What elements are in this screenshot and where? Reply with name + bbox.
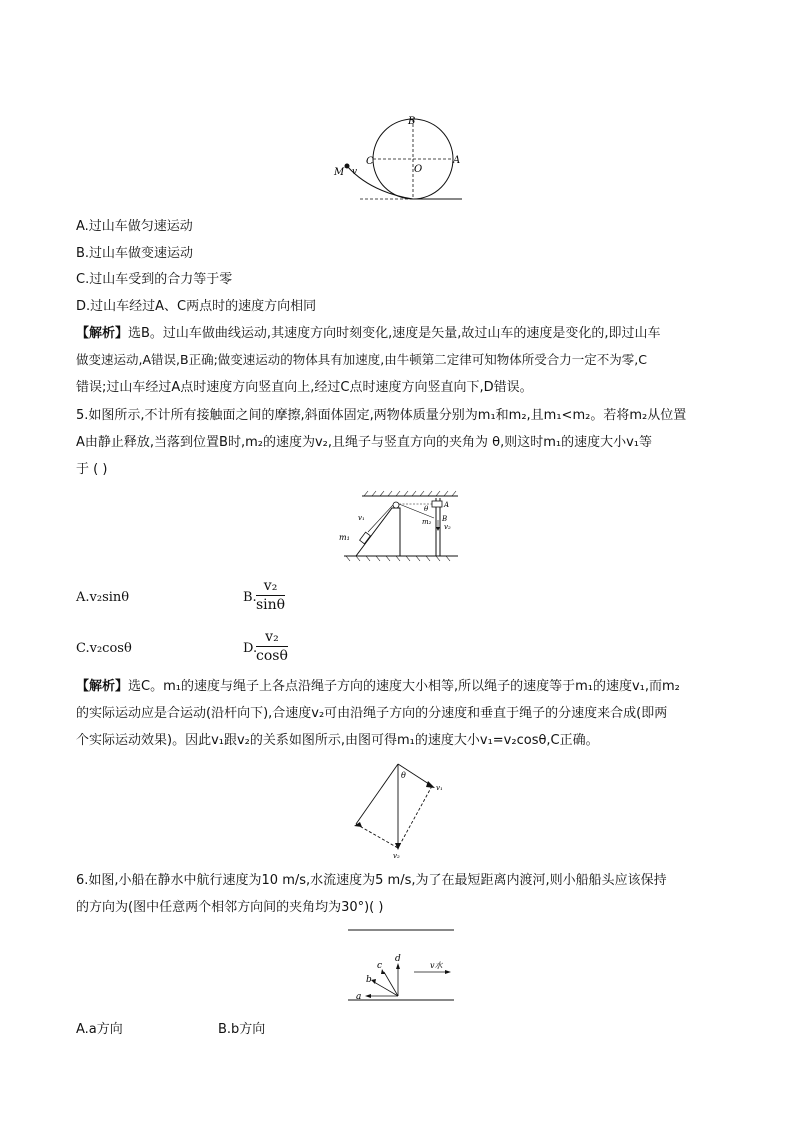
fraction-numerator: v₂ xyxy=(256,629,288,647)
q6-option-a: A.a方向 xyxy=(76,1022,123,1037)
fraction-denominator: sinθ xyxy=(256,597,286,613)
q5-analysis-line-1 xyxy=(76,677,680,697)
label-v2: v₂ xyxy=(393,852,400,860)
q6-stem-line-1: 6.如图,小船在静水中航行速度为10 m/s,水流速度为5 m/s,为了在最短距离内渡河,则小船船头应该保持 xyxy=(76,873,667,888)
label-v1: v₁ xyxy=(436,784,443,792)
q5-option-d: D. xyxy=(243,641,258,656)
q5-option-b-fraction xyxy=(256,578,285,614)
q5-option-c: C.v₂cosθ xyxy=(76,641,132,656)
label-v-water: v水 xyxy=(430,961,443,970)
label-v1: v₁ xyxy=(358,514,365,522)
q5-stem-line-3: 于 ( ) xyxy=(76,462,108,477)
q6-stem-line-2: 的方向为(图中任意两个相邻方向间的夹角均为30°)( ) xyxy=(76,900,384,915)
q4-option-b: B.过山车做变速运动 xyxy=(76,246,194,261)
label-c: c xyxy=(377,961,383,971)
label-C: C xyxy=(366,156,374,167)
q4-analysis-line-3: 错误;过山车经过A点时速度方向竖直向上,经过C点时速度方向竖直向下,D错误。 xyxy=(76,380,533,395)
q4-analysis-line-1 xyxy=(76,324,660,344)
analysis-text: 选C。m₁的速度与绳子上各点沿绳子方向的速度大小相等,所以绳子的速度等于m₁的速度v₁,而m₂ xyxy=(128,679,680,694)
velocity-decomposition-figure xyxy=(346,760,450,862)
label-a: a xyxy=(356,992,362,1002)
q4-option-d: D.过山车经过A、C两点时的速度方向相同 xyxy=(76,299,317,314)
label-M: M xyxy=(334,167,345,178)
label-theta: θ xyxy=(424,505,429,513)
label-v: v xyxy=(352,167,358,177)
q4-analysis-line-2: 做变速运动,A错误,B正确;做变速运动的物体具有加速度,由牛顿第二定律可知物体所受合力一定不为零,C xyxy=(76,352,647,367)
loop-track-figure xyxy=(330,112,470,204)
label-B: B xyxy=(442,515,448,523)
label-B: B xyxy=(408,116,416,127)
label-m2: m₂ xyxy=(422,518,432,526)
label-m1: m₁ xyxy=(339,533,350,542)
q5-analysis-line-3: 个实际运动效果)。因此v₁跟v₂的关系如图所示,由图可得m₁的速度大小v₁=v₂cosθ,C正确。 xyxy=(76,733,599,748)
river-crossing-figure xyxy=(344,926,458,1004)
analysis-tag: 【解析】 xyxy=(76,679,129,694)
label-theta: θ xyxy=(401,771,406,780)
q5-option-b: B. xyxy=(243,590,257,605)
q5-analysis-line-2: 的实际运动应是合运动(沿杆向下),合速度v₂可由沿绳子方向的分速度和垂直于绳子的分速度来合成(即两 xyxy=(76,706,668,721)
analysis-text: 选B。过山车做曲线运动,其速度方向时刻变化,速度是矢量,故过山车的速度是变化的,即过山车 xyxy=(128,326,661,341)
label-v2: v₂ xyxy=(444,523,451,531)
q5-stem-line-2: A由静止释放,当落到位置B时,m₂的速度为v₂,且绳子与竖直方向的夹角为 θ,则这时m₁的速度大小v₁等 xyxy=(76,435,652,450)
fraction-denominator: cosθ xyxy=(256,648,288,664)
q6-option-b: B.b方向 xyxy=(218,1022,266,1037)
q4-option-c: C.过山车受到的合力等于零 xyxy=(76,272,233,287)
label-A: A xyxy=(453,155,461,166)
q5-stem-line-1: 5.如图所示,不计所有接触面之间的摩擦,斜面体固定,两物体质量分别为m₁和m₂,且m₁<m₂。若将m₂从位置 xyxy=(76,408,687,423)
fraction-numerator: v₂ xyxy=(256,578,285,596)
q5-option-a: A.v₂sinθ xyxy=(76,590,130,605)
q4-option-a: A.过山车做匀速运动 xyxy=(76,219,193,234)
label-b: b xyxy=(366,975,372,985)
label-O: O xyxy=(414,164,423,175)
analysis-tag: 【解析】 xyxy=(76,326,129,341)
label-d: d xyxy=(395,954,401,964)
q5-option-d-fraction xyxy=(256,629,288,665)
incline-pulley-figure xyxy=(336,488,464,564)
label-A: A xyxy=(444,501,450,509)
